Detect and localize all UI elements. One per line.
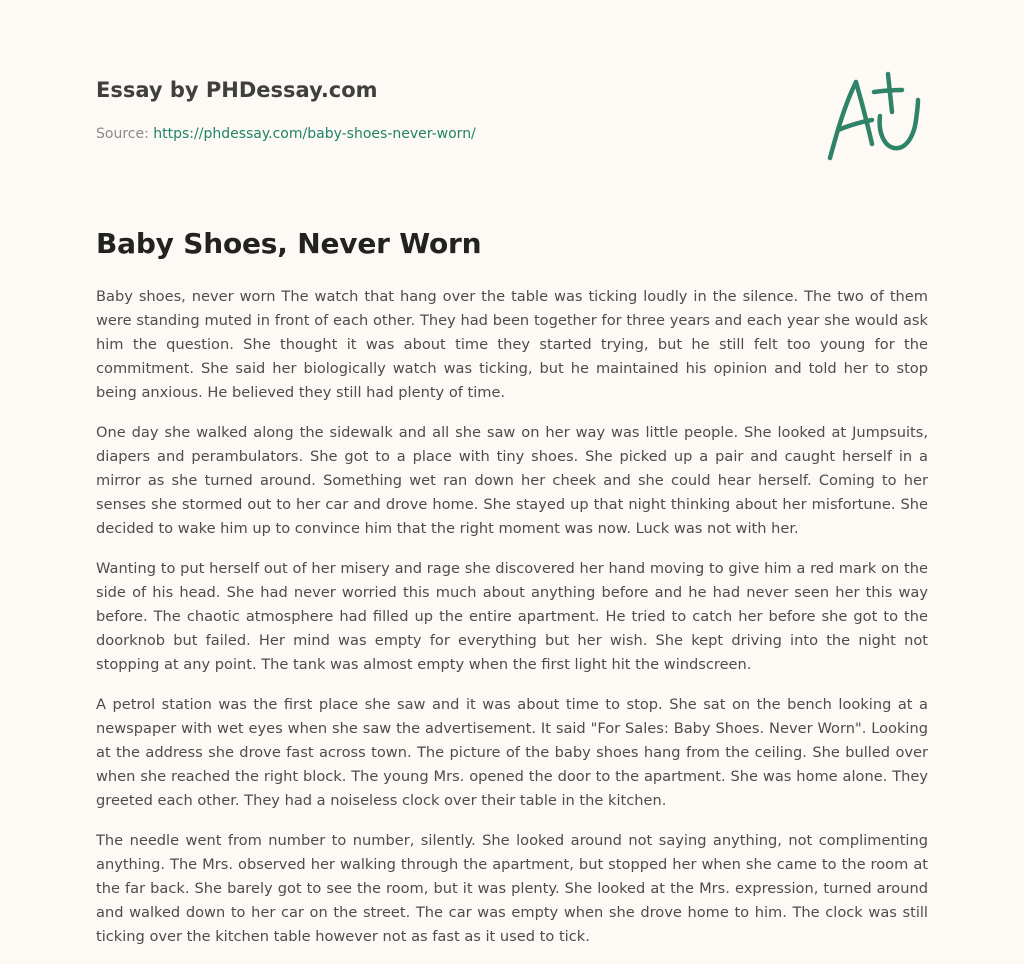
essay-paragraph: One day she walked along the sidewalk and all she saw on her way was little people. She looked at Jumpsuits, diapers and perambulators. She got to a place with tiny shoes. She picked up a pair and caught herself in a mirror as she turned around. Something wet ran down her cheek and she could hear herself. Coming to her senses she stormed out to her car and drove home. She stayed up that night thinking about her misfortune. She decided to wake him up to convince him that the right moment was now. Luck was not with her. <box>96 424 928 537</box>
essay-title: Baby Shoes, Never Worn <box>96 227 482 260</box>
source-line <box>96 124 476 144</box>
essay-body <box>96 285 928 964</box>
brand-title: Essay by PHDessay.com <box>96 78 378 102</box>
essay-paragraph: The needle went from number to number, silently. She looked around not saying anything, not complimenting anything. The Mrs. observed her walking through the apartment, but stopped her when she came to the room at the far back. She barely got to see the room, but it was plenty. She looked at the Mrs. expression, turned around and walked down to her car on the street. The car was empty when she drove home to him. The clock was still ticking over the kitchen table however not as fast as it used to tick. <box>96 832 928 945</box>
essay-paragraph: Wanting to put herself out of her misery and rage she discovered her hand moving to give him a red mark on the side of his head. She had never worried this much about anything before and he had never seen her this way before. The chaotic atmosphere had filled up the entire apartment. He tried to catch her before she got to the doorknob but failed. Her mind was empty for everything but her wish. She kept driving into the night not stopping at any point. The tank was almost empty when the first light hit the windscreen. <box>96 560 928 673</box>
a-plus-logo-svg <box>822 66 932 166</box>
source-link[interactable]: https://phdessay.com/baby-shoes-never-worn/ <box>153 126 476 142</box>
a-plus-grade-icon <box>822 66 932 166</box>
source-label: Source: <box>96 126 154 142</box>
essay-paragraph: A petrol station was the first place she saw and it was about time to stop. She sat on the bench looking at a newspaper with wet eyes when she saw the advertisement. It said "For Sales: Baby Shoes. Never Worn". Looking at the address she drove fast across town. The picture of the baby shoes hang from the ceiling. She bulled over when she reached the right block. The young Mrs. opened the door to the apartment. She was home alone. They greeted each other. They had a noiseless clock over their table in the kitchen. <box>96 696 928 809</box>
essay-paragraph: Baby shoes, never worn The watch that hang over the table was ticking loudly in the silence. The two of them were standing muted in front of each other. They had been together for three years and each year she would ask him the question. She thought it was about time they started trying, but he still felt too young for the commitment. She said her biologically watch was ticking, but he maintained his opinion and told her to stop being anxious. He believed they still had plenty of time. <box>96 288 928 401</box>
